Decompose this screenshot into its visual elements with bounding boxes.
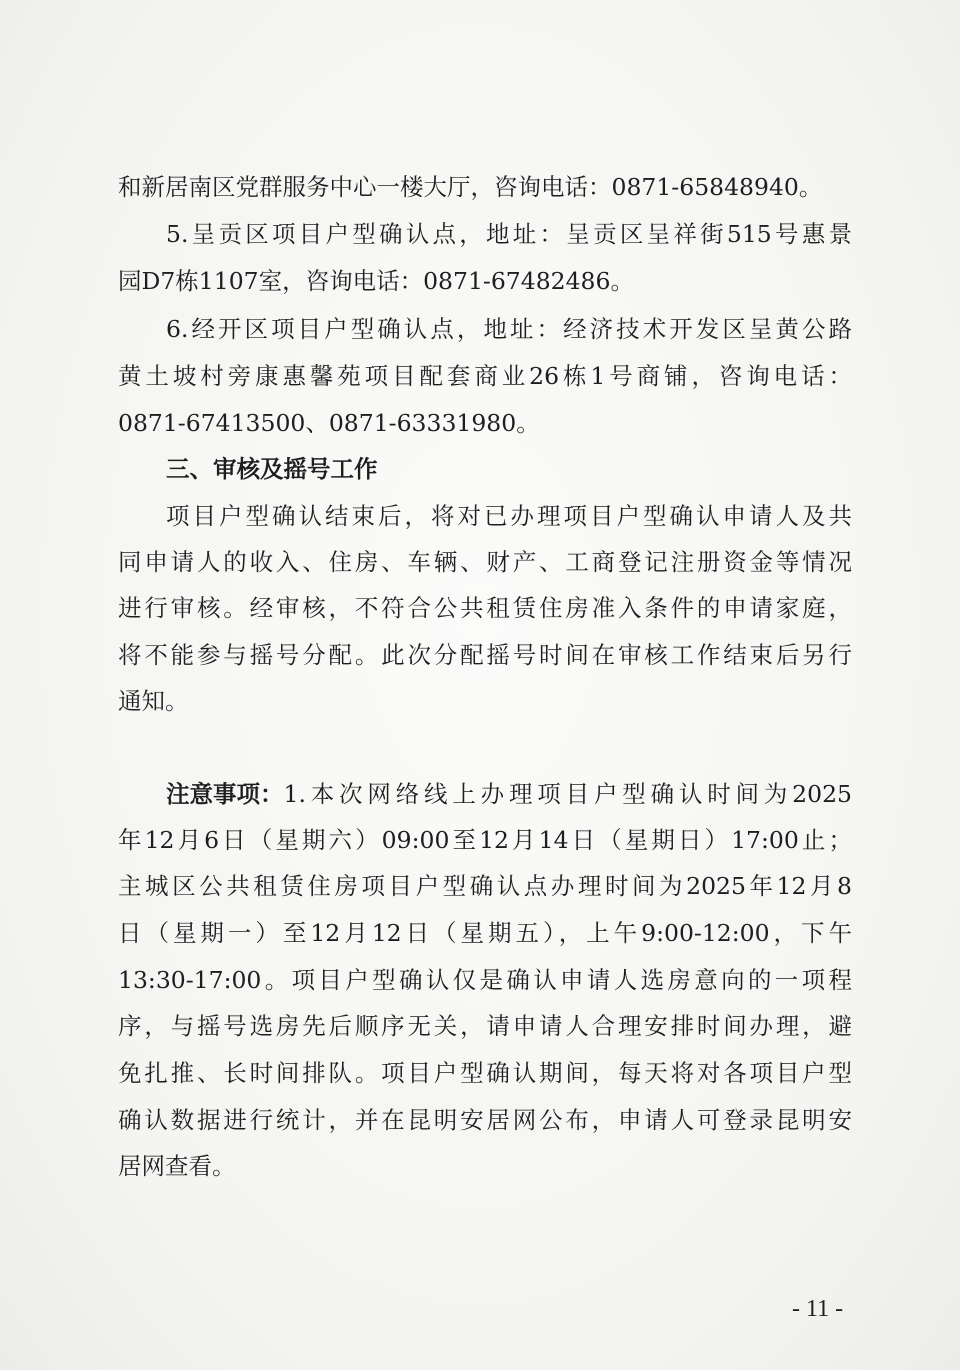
text-line: 确认数据进行统计，并在昆明安居网公布，申请人可登录昆明安: [118, 1106, 852, 1134]
text-line: 免扎推、长时间排队。项目户型确认期间，每天将对各项目户型: [118, 1059, 852, 1087]
text-line: 通知。: [118, 687, 189, 715]
text-line: 黄土坡村旁康惠馨苑项目配套商业26栋1号商铺，咨询电话：: [118, 362, 852, 390]
text-line: 日（星期一）至12月12日（星期五），上午9:00-12:00，下午: [118, 919, 852, 947]
text-line: 主城区公共租赁住房项目户型确认点办理时间为2025年12月8: [118, 872, 852, 900]
text-line: 园D7栋1107室，咨询电话：0871-67482486。: [118, 267, 634, 295]
section-heading: 三、审核及摇号工作: [166, 455, 378, 483]
text-line: 0871-67413500、0871-63331980。: [118, 409, 540, 437]
text-line: 5.呈贡区项目户型确认点，地址：呈贡区呈祥街515号惠景: [166, 220, 852, 248]
page-number: - 11 -: [792, 1296, 844, 1322]
text-line: 13:30-17:00。项目户型确认仅是确认申请人选房意向的一项程: [118, 966, 852, 994]
text-line: 和新居南区党群服务中心一楼大厅，咨询电话：0871-65848940。: [118, 173, 823, 201]
text-line: 居网查看。: [118, 1152, 236, 1180]
notice-line: [166, 779, 852, 809]
text-line: 序，与摇号选房先后顺序无关，请申请人合理安排时间办理，避: [118, 1012, 852, 1040]
text-line: 同申请人的收入、住房、车辆、财产、工商登记注册资金等情况: [118, 548, 852, 576]
notice-label: 注意事项：: [166, 780, 284, 808]
text-line: 1.本次网络线上办理项目户型确认时间为2025: [283, 780, 852, 808]
text-line: 年12月6日（星期六）09:00至12月14日（星期日）17:00止；: [118, 826, 852, 854]
text-line: 6.经开区项目户型确认点，地址：经济技术开发区呈黄公路: [166, 315, 852, 343]
text-line: 项目户型确认结束后，将对已办理项目户型确认申请人及共: [166, 502, 852, 530]
text-line: 将不能参与摇号分配。此次分配摇号时间在审核工作结束后另行: [118, 641, 852, 669]
text-line: 进行审核。经审核，不符合公共租赁住房准入条件的申请家庭，: [118, 594, 852, 622]
